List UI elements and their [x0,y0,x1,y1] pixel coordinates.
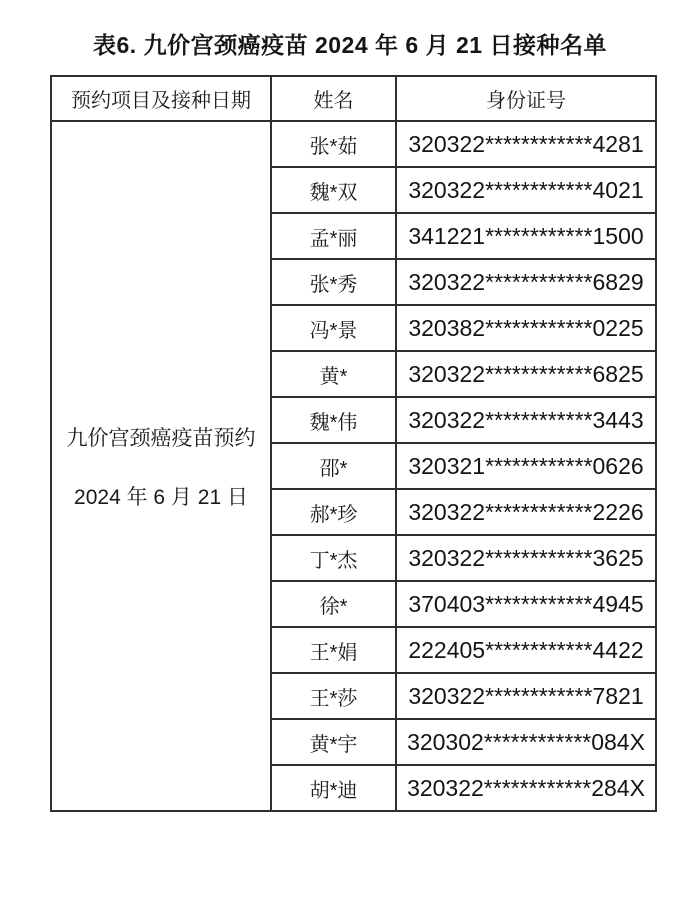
id-cell: 320322************6825 [396,351,656,397]
header-id: 身份证号 [396,76,656,121]
id-cell: 370403************4945 [396,581,656,627]
name-cell: 郝*珍 [271,489,396,535]
vaccination-roster-table [50,75,657,812]
name-cell: 王*娟 [271,627,396,673]
table-row [51,121,656,167]
id-cell: 222405************4422 [396,627,656,673]
name-cell: 孟*丽 [271,213,396,259]
project-name: 九价宫颈癌疫苗预约 [66,426,256,450]
id-cell: 320322************4281 [396,121,656,167]
name-cell: 邵* [271,443,396,489]
name-cell: 黄*宇 [271,719,396,765]
id-cell: 320322************3443 [396,397,656,443]
header-row [51,76,656,121]
id-cell: 341221************1500 [396,213,656,259]
id-cell: 320322************7821 [396,673,656,719]
name-cell: 张*秀 [271,259,396,305]
id-cell: 320321************0626 [396,443,656,489]
name-cell: 丁*杰 [271,535,396,581]
page-title: 表6. 九价宫颈癌疫苗 2024 年 6 月 21 日接种名单 [93,32,607,58]
name-cell: 魏*双 [271,167,396,213]
name-cell: 胡*迪 [271,765,396,811]
id-cell: 320322************2226 [396,489,656,535]
header-project: 预约项目及接种日期 [51,76,271,121]
id-cell: 320382************0225 [396,305,656,351]
header-name: 姓名 [271,76,396,121]
project-date: 2024 年 6 月 21 日 [74,485,248,509]
id-cell: 320302************084X [396,719,656,765]
id-cell: 320322************3625 [396,535,656,581]
name-cell: 魏*伟 [271,397,396,443]
name-cell: 徐* [271,581,396,627]
project-merged-cell [51,121,271,811]
name-cell: 王*莎 [271,673,396,719]
name-cell: 冯*景 [271,305,396,351]
id-cell: 320322************6829 [396,259,656,305]
name-cell: 黄* [271,351,396,397]
id-cell: 320322************4021 [396,167,656,213]
name-cell: 张*茹 [271,121,396,167]
id-cell: 320322************284X [396,765,656,811]
